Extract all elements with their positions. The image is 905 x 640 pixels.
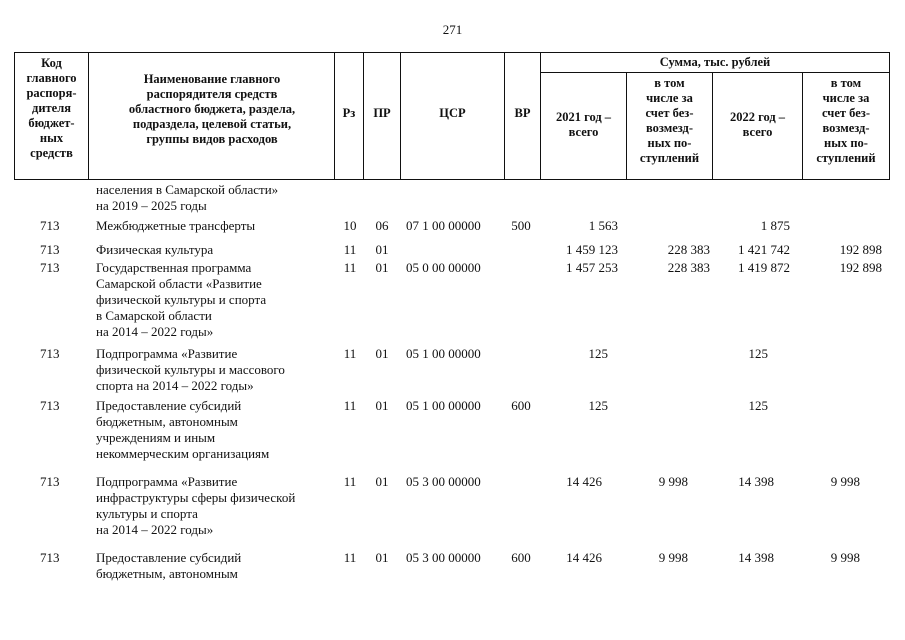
row-pr: 01: [375, 398, 389, 413]
row-2022-total: 14 398: [738, 550, 774, 565]
row-pr: 06: [375, 218, 389, 233]
row-2021-total: 125: [588, 398, 608, 413]
header-2022-total: 2022 год – всего: [729, 110, 786, 139]
row-vr: 600: [511, 550, 531, 565]
row-name: Подпрограмма «Развитие физической культуры и массового спорта на 2014 – 2022 годы»: [96, 346, 285, 393]
row-2022-grants: 192 898: [839, 260, 882, 275]
row-rz: 11: [343, 346, 357, 361]
row-name: Государственная программа Самарской области «Развитие физической культуры и спорта в Самарской области на 2014 – 2022 годы»: [96, 260, 267, 339]
row-name: Предоставление субсидий бюджетным, автономным: [96, 550, 242, 581]
row-code: 713: [40, 242, 60, 257]
row-rz: 11: [343, 260, 357, 275]
row-2021-total: 125: [588, 346, 608, 361]
row-pr: 01: [375, 346, 389, 361]
header-csr: ЦСР: [439, 106, 466, 120]
table-header: [14, 52, 890, 180]
header-vr: ВР: [514, 106, 531, 120]
row-code: 713: [40, 260, 60, 275]
row-csr: 07 1 00 00000: [406, 218, 481, 233]
row-2022-total: 125: [748, 346, 768, 361]
row-name: Предоставление субсидий бюджетным, автономным учреждениям и иным некоммерческим организациям: [96, 398, 270, 461]
row-pr: 01: [375, 242, 389, 257]
row-code: 713: [40, 474, 60, 489]
row-2022-total: 1 875: [760, 218, 790, 233]
row-rz: 11: [343, 474, 357, 489]
row-2021-grants: 228 383: [667, 242, 710, 257]
row-code: 713: [40, 398, 60, 413]
row-2022-total: 14 398: [738, 474, 774, 489]
row-2021-total: 1 459 123: [566, 242, 618, 257]
header-code: Код главного распоря- дителя бюджет- ных средств: [26, 56, 77, 160]
row-2021-total: 1 457 253: [566, 260, 618, 275]
row-2021-total: 14 426: [566, 474, 602, 489]
row-name: Физическая культура: [96, 242, 214, 257]
header-rz: Рз: [342, 106, 356, 120]
row-csr: 05 1 00 00000: [406, 346, 481, 361]
header-pr: ПР: [373, 106, 391, 120]
row-rz: 10: [343, 218, 357, 233]
row-2021-total: 1 563: [588, 218, 618, 233]
row-2022-total: 1 421 742: [738, 242, 790, 257]
header-name: Наименование главного распорядителя средств областного бюджета, раздела, подраздела, целевой статьи, группы видов расходов: [128, 72, 296, 146]
row-2022-grants: 9 998: [830, 550, 860, 565]
row-csr: 05 0 00 00000: [406, 260, 481, 275]
row-csr: 05 3 00 00000: [406, 474, 481, 489]
row-vr: 500: [511, 218, 531, 233]
row-vr: 600: [511, 398, 531, 413]
row-pr: 01: [375, 474, 389, 489]
row-csr: 05 1 00 00000: [406, 398, 481, 413]
row-pr: 01: [375, 550, 389, 565]
header-2021-total: 2021 год – всего: [555, 110, 612, 139]
row-2021-grants: 228 383: [667, 260, 710, 275]
row-pr: 01: [375, 260, 389, 275]
row-2022-total: 125: [748, 398, 768, 413]
row-code: 713: [40, 346, 60, 361]
row-rz: 11: [343, 242, 357, 257]
row-rz: 11: [343, 398, 357, 413]
header-sum: Сумма, тыс. рублей: [659, 55, 771, 69]
row-rz: 11: [343, 550, 357, 565]
header-2021-grants: в том числе за счет без- возмезд- ных по- ступлений: [639, 76, 700, 165]
row-2022-grants: 192 898: [839, 242, 882, 257]
row-2021-grants: 9 998: [658, 550, 688, 565]
row-code: 713: [40, 218, 60, 233]
row-code: 713: [40, 550, 60, 565]
row-name: Межбюджетные трансферты: [96, 218, 256, 233]
row-2022-total: 1 419 872: [738, 260, 790, 275]
page-number: 271: [442, 22, 463, 37]
row-name: Подпрограмма «Развитие инфраструктуры сферы физической культуры и спорта на 2014 – 2022 годы»: [96, 474, 296, 537]
row-name: населения в Самарской области» на 2019 – 2025 годы: [96, 182, 279, 213]
row-2022-grants: 9 998: [830, 474, 860, 489]
header-2022-grants: в том числе за счет без- возмезд- ных по- ступлений: [816, 76, 876, 165]
row-csr: 05 3 00 00000: [406, 550, 481, 565]
row-2021-total: 14 426: [566, 550, 602, 565]
row-2021-grants: 9 998: [658, 474, 688, 489]
